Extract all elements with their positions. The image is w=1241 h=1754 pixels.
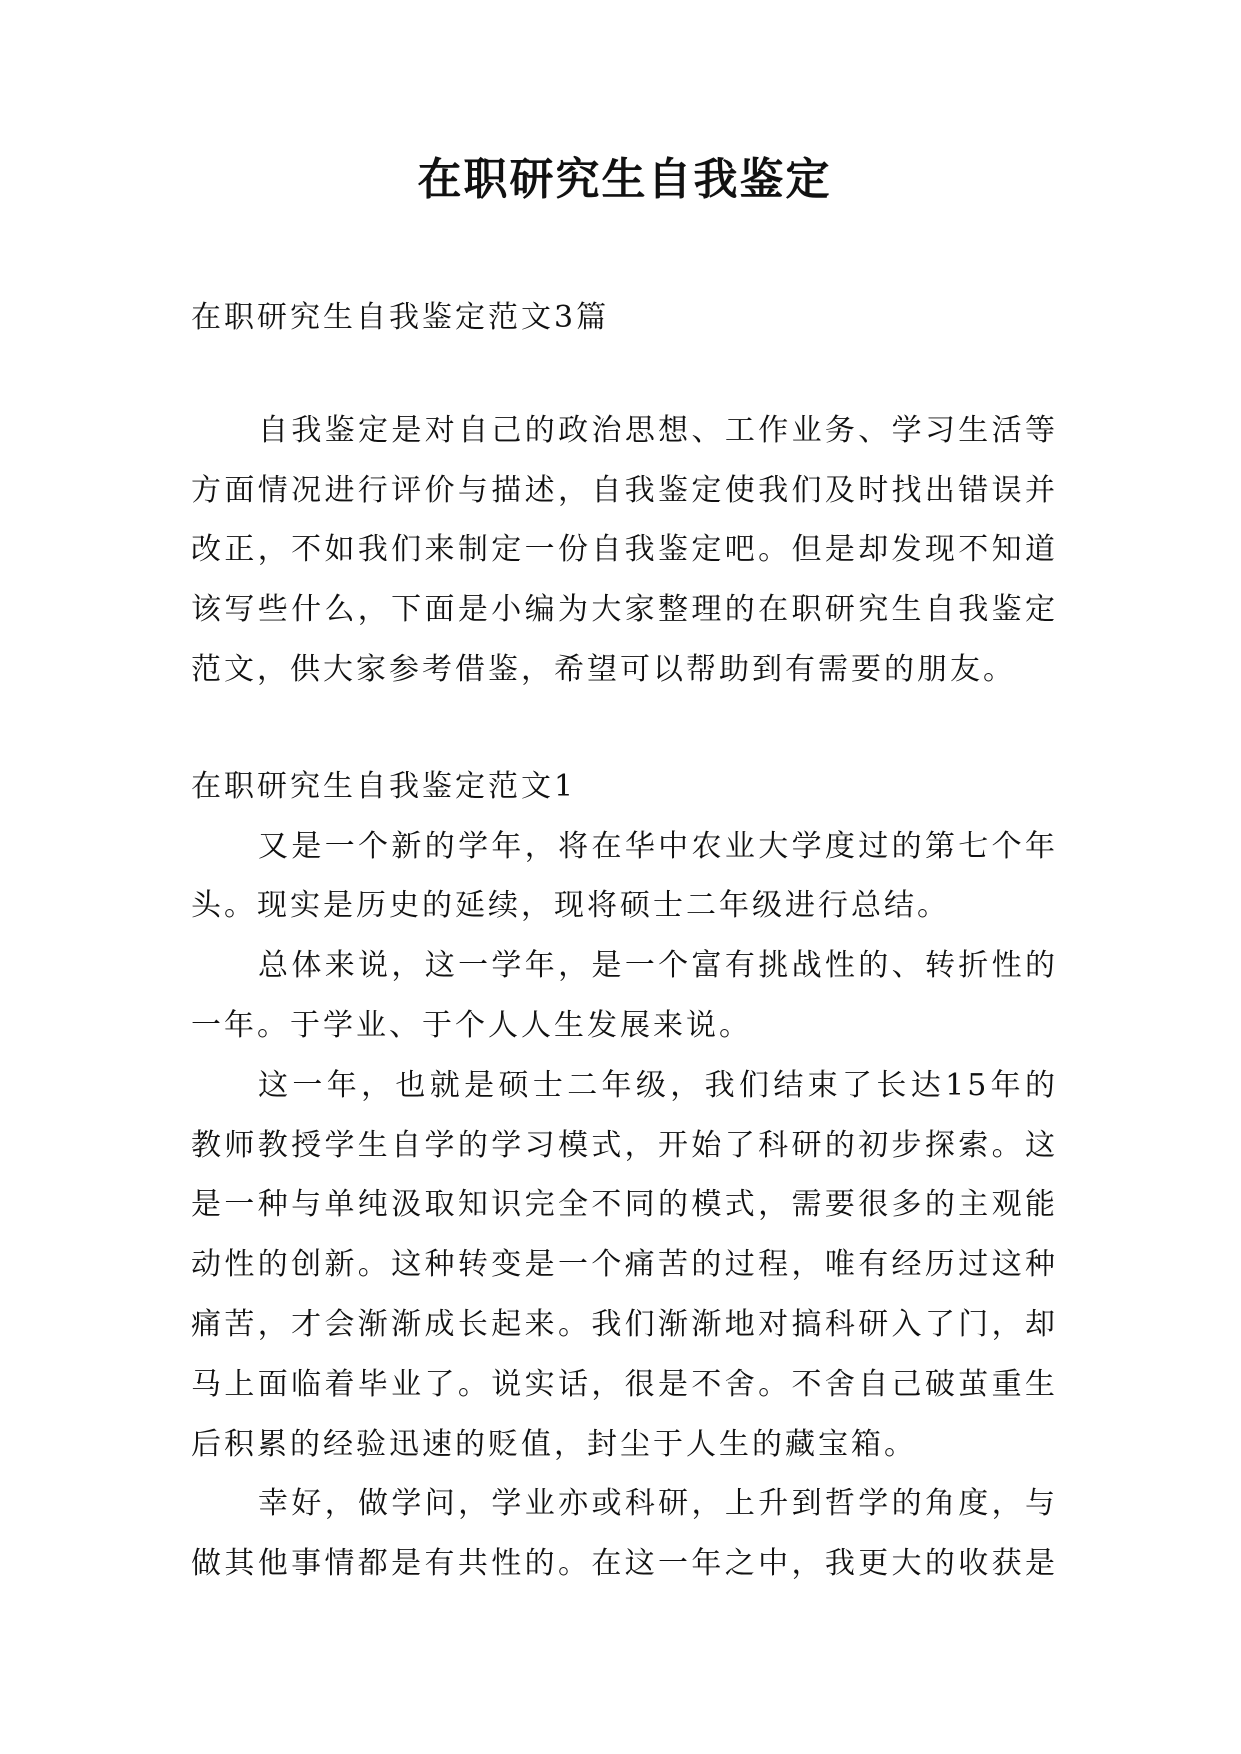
document-title: 在职研究生自我鉴定 xyxy=(417,154,832,205)
paragraph-line: 幸好，做学问，学业亦或科研，上升到哲学的角度，与 xyxy=(258,1486,1058,1522)
body-paragraph xyxy=(191,817,1058,937)
paragraph-line: 教师教授学生自学的学习模式，开始了科研的初步探索。这 xyxy=(191,1127,1058,1163)
paragraph-line: 马上面临着毕业了。说实话，很是不舍。不舍自己破茧重生 xyxy=(191,1366,1058,1402)
paragraph-line: 头。现实是历史的延续，现将硕士二年级进行总结。 xyxy=(191,888,950,924)
paragraph-line: 是一种与单纯汲取知识完全不同的模式，需要很多的主观能 xyxy=(191,1187,1058,1223)
paragraph-line: 该写些什么，下面是小编为大家整理的在职研究生自我鉴定 xyxy=(191,592,1058,628)
section-heading: 在职研究生自我鉴定范文1 xyxy=(191,768,577,804)
paragraph-line: 总体来说，这一学年，是一个富有挑战性的、转折性的 xyxy=(258,948,1058,984)
body-paragraph xyxy=(191,1474,1058,1594)
body-paragraph xyxy=(191,936,1058,1056)
paragraph-line: 动性的创新。这种转变是一个痛苦的过程，唯有经历过这种 xyxy=(191,1247,1058,1283)
document-subtitle: 在职研究生自我鉴定范文3篇 xyxy=(191,300,610,335)
paragraph-line: 这一年，也就是硕士二年级，我们结束了长达15年的 xyxy=(258,1067,1058,1103)
paragraph-line: 改正，不如我们来制定一份自我鉴定吧。但是却发现不知道 xyxy=(191,532,1058,568)
paragraph-line: 自我鉴定是对自己的政治思想、工作业务、学习生活等 xyxy=(258,412,1058,448)
paragraph-line: 做其他事情都是有共性的。在这一年之中，我更大的收获是 xyxy=(191,1546,1058,1582)
body-paragraph xyxy=(191,1056,1058,1475)
intro-paragraph xyxy=(191,401,1058,700)
paragraph-line: 方面情况进行评价与描述，自我鉴定使我们及时找出错误并 xyxy=(191,472,1058,508)
paragraph-line: 又是一个新的学年，将在华中农业大学度过的第七个年 xyxy=(258,828,1058,864)
paragraph-line: 范文，供大家参考借鉴，希望可以帮助到有需要的朋友。 xyxy=(191,651,1016,687)
paragraph-line: 痛苦，才会渐渐成长起来。我们渐渐地对搞科研入了门，却 xyxy=(191,1306,1058,1342)
paragraph-line: 后积累的经验迅速的贬值，封尘于人生的藏宝箱。 xyxy=(191,1426,917,1462)
paragraph-line: 一年。于学业、于个人人生发展来说。 xyxy=(191,1007,752,1043)
